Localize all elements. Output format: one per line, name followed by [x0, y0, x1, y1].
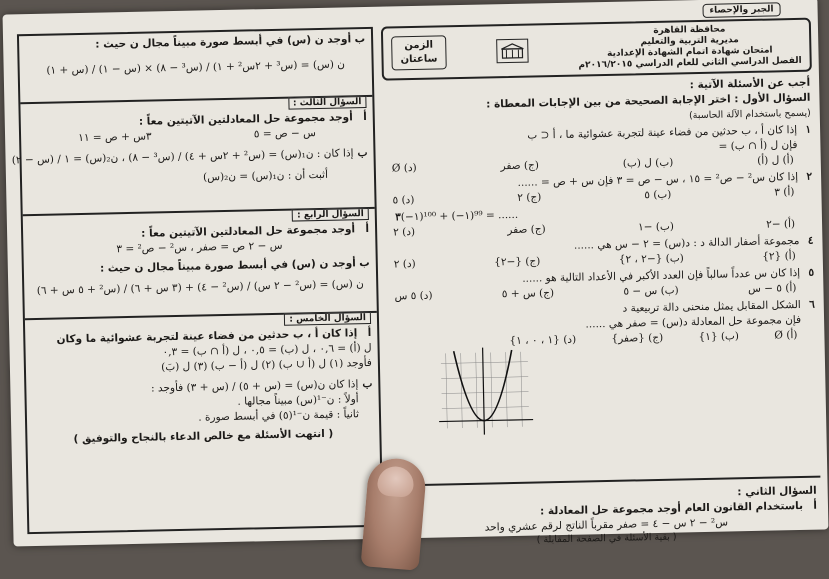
parabola-svg	[436, 342, 538, 444]
q3a-eq2: ٣س + ص = ١١	[78, 129, 152, 146]
q2-text: أباستخدام القانون العام أوجد مجموعة حل المعادلة :	[395, 499, 817, 523]
q2b-text: بأوجد ن (س) في أبسط صورة مبيناً مجال ن حيث :	[25, 32, 365, 54]
q1-item-question-cont: فإن مجموعة حل المعادلة د(س) = صفر هي ......	[389, 313, 815, 337]
question-2-section	[390, 476, 822, 565]
q1-instruction: اختر الإجابة الصحيحة من بين الإجابات المعطاة :	[486, 93, 731, 110]
q1-option[interactable]: (ج) {−٢}	[494, 254, 540, 270]
q5a-find: فأوجد (١) ل (أ ∪ ب) (٢) ل (أ − ب) (٣) ل (بَ)	[32, 356, 372, 378]
q5b-text: بإذا كان ن(س) = (س + ٥) / (س + ٣) فأوجد :	[32, 377, 372, 399]
building-icon	[500, 43, 524, 59]
q1-option[interactable]: (ج) {صفر}	[611, 331, 663, 347]
q1-title: السؤال الأول :	[734, 92, 810, 106]
q1-option[interactable]: (د) ٢	[394, 257, 416, 272]
header-org-line1: محافظة القاهرة	[578, 23, 801, 39]
q1-item-question: إذا كان أ ، ب حدثين من فضاء عينة لتجربة عشوائية ما ، أ ⊂ ب	[527, 124, 797, 142]
q4b-text: بأوجد ن (س) في أبسط صورة مبيناً مجال ن حيث :	[30, 256, 370, 278]
subject-tag: الجبر والإحصاء	[702, 2, 780, 18]
q5b-part1: أولاً : ن⁻¹(س) مبيناً مجالها .	[33, 392, 373, 414]
q1-item-question: إذا كان س عدداً سالباً فإن العدد الأكبر في الأعداد التالية هو ......	[522, 267, 800, 285]
q5a-given: ل (أ) = ٠,٦ ، ل (ب) = ٠,٥ ، ل (أ ∩ ب) = ٠,٣	[32, 341, 372, 363]
q1-calc-note: (يسمح باستخدام الآلة الحاسبة)	[385, 106, 811, 130]
q1-option[interactable]: (أ) −٢	[766, 217, 795, 233]
q1-option[interactable]: (أ) ل (أ)	[757, 153, 794, 169]
q3b-prove: أثبت أن : ن₁(س) = ن₂(س)	[28, 167, 368, 189]
q1-items-list	[385, 123, 816, 352]
q3-title: السؤال الثالث :	[288, 96, 367, 110]
q1-item-number: ١	[797, 123, 811, 138]
q3b-text: بإذا كان : ن₁(س) = (س² + ٢س + ٤) / (س³ − ٨) ، ن₂(س) = ١ / (س − ٢)	[27, 146, 367, 168]
q1-option[interactable]: (ج) ٢	[517, 190, 541, 205]
header-exam-line: امتحان شهادة اتمام الشهادة الإعدادية	[578, 45, 801, 61]
q4a-text: أأوجد مجموعة حل المعادلتين الآتيتين معاً :	[29, 222, 369, 244]
q1-option[interactable]: (د) {١ ، ٠ ، ١}	[509, 333, 576, 349]
q1-option[interactable]: (ج) س + ٥	[502, 286, 555, 302]
q2b-expression: ن (س) = (س³ + ٢س² + ١) / (س³ − ٨) × (س − ١) / (س + ١)	[25, 47, 365, 79]
q5-title: السؤال الخامس :	[284, 312, 371, 326]
question-3-section	[20, 97, 374, 216]
q5a-text: أإذا كان أ ، ب حدثين من فضاء عينة لتجربة عشوائية ما وكان	[31, 326, 371, 348]
continue-note: ( بقية الأسئلة في الصفحة المقابلة )	[396, 529, 818, 549]
exam-paper	[3, 0, 829, 546]
time-value: ساعتان	[400, 52, 437, 67]
q1-option[interactable]: (ب) س − ٥	[623, 283, 679, 299]
q1-item-number: ٣	[387, 210, 401, 225]
header-term-line: الفصل الدراسي الثاني للعام الدراسي ٢٠١٦/٢٠١٥م	[578, 56, 801, 72]
q1-option[interactable]: (د) Ø	[392, 161, 417, 177]
left-footer: ( انتهت الأسئلة مع خالص الدعاء بالنجاح والتوفيق )	[33, 426, 373, 448]
q1-item-question: (−١)¹⁰⁰ + (−١)⁹⁹ = ......	[401, 209, 519, 223]
q3a-text: أأوجد مجموعة حل المعادلتين الآتيتين معاً :	[27, 110, 367, 132]
q1-option[interactable]: (د) ٥ س	[394, 289, 432, 305]
question-4-section	[23, 209, 377, 320]
q1-option[interactable]: (أ) {٢}	[762, 249, 796, 265]
q2-title: السؤال الثاني :	[737, 485, 817, 499]
q5b-part2: ثانياً : قيمة ن⁻¹(٥) في أبسط صورة .	[33, 407, 373, 429]
q1-item-question: الشكل المقابل يمثل منحنى دالة تربيعية د	[622, 299, 800, 315]
question-1-section	[382, 72, 818, 352]
q1-item-question-cont: فإن ل (أ ∩ ب) =	[385, 138, 811, 162]
fingernail	[377, 465, 415, 498]
q1-option[interactable]: (د) ٢	[393, 225, 415, 240]
q1-item-question: مجموعة أصفار الدالة د : د(س) = ٢ − س هي ......	[574, 235, 800, 252]
q1-option[interactable]: (ج) صفر	[500, 158, 539, 174]
header-org	[578, 23, 802, 72]
q1-option[interactable]: (ب) −١	[638, 220, 674, 236]
right-column	[381, 18, 821, 527]
q1-item	[385, 123, 812, 177]
q2-equation: س² − ٢ س − ٤ = صفر مقرباً الناتج لرقم عشري واحد	[395, 514, 817, 538]
q4a-equations: س − ٢ ص = صفر ، س² − ص² = ٣	[29, 237, 369, 259]
question-2b-section	[19, 29, 372, 104]
parabola-graph	[436, 342, 538, 444]
q1-option[interactable]: (ب) ل (ب)	[623, 156, 674, 172]
q1-item-question: إذا كان س² − ص² = ١٥ ، س − ص = ٣ فإن س + ص = ......	[517, 171, 798, 189]
q3a-eq1: س − ص = ٥	[254, 126, 316, 142]
y-axis	[483, 348, 485, 435]
question-5-section	[25, 313, 380, 451]
q1-option[interactable]: (أ) Ø	[774, 328, 797, 343]
left-column	[17, 27, 383, 534]
time-label: الزمن	[400, 39, 437, 54]
q1-item-number: ٤	[799, 234, 813, 249]
q1-intro: أجب عن الأسئلة الآتية :	[384, 76, 810, 100]
q1-option[interactable]: (أ) ٣	[774, 185, 794, 200]
q1-option[interactable]: (ب) ٥	[644, 188, 671, 204]
q4b-expression: ن (س) = (س² − ٢ س) / (س² − ٤) + (٣ س + ٦) / (س² + ٥ س + ٦)	[30, 277, 370, 299]
q1-item-number: ٦	[801, 298, 815, 313]
ministry-logo	[496, 39, 528, 64]
q1-option[interactable]: (ب) {−٢ ، ٢}	[619, 251, 684, 267]
header-org-line2: مديرية التربية والتعليم	[578, 34, 801, 50]
q1-item-number: ٥	[800, 266, 814, 281]
q1-option[interactable]: (د) ٥	[392, 193, 414, 208]
q1-option[interactable]: (ب) {١}	[698, 329, 739, 345]
finger-photo	[361, 456, 428, 570]
q1-item-number: ٢	[798, 170, 812, 185]
q1-option[interactable]: (أ) ٥ − س	[748, 281, 797, 297]
q1-option[interactable]: (ج) صفر	[507, 222, 546, 238]
exam-header	[381, 18, 812, 81]
time-box	[391, 35, 446, 70]
q4-title: السؤال الرابع :	[292, 208, 369, 222]
